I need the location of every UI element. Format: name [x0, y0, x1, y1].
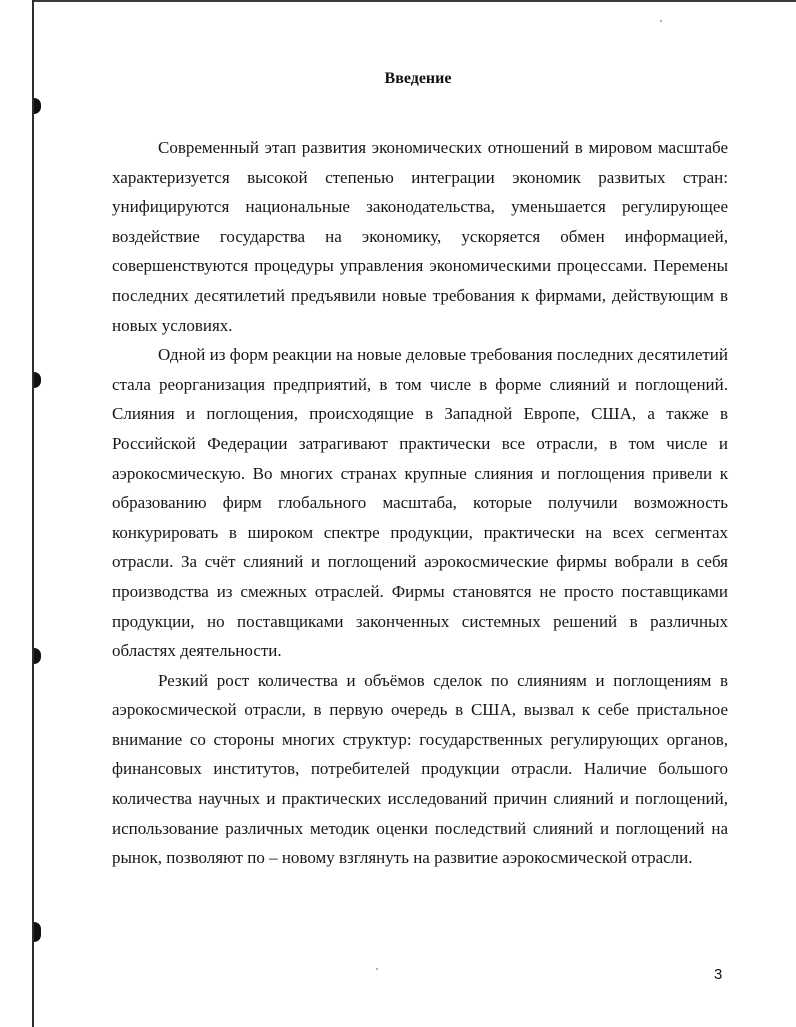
binding-hole-mark — [34, 98, 41, 114]
binding-hole-mark — [34, 648, 41, 664]
paragraph: Современный этап развития экономических отношений в мировом масштабе характеризуется высокой степенью интеграции экономик развитых стран: унифицируются национальные законодательства, уменьшается регулирующее воздействие государства на экономику, ускоряется обмен информацией, совершенствуются процедуры управления экономическими процессами. Перемены последних десятилетий предъявили новые требования к фирмами, действующим в новых условиях. — [112, 138, 728, 335]
paragraph: Резкий рост количества и объёмов сделок по слияниям и поглощениям в аэрокосмической отрасли, в первую очередь в США, вызвал к себе пристальное внимание со стороны многих структур: государственных регулирующих органов, финансовых институтов, потребителей продукции отрасли. Наличие большого количества научных и практических исследований причин слияний и поглощений, использование различных методик оценки последствий слияний и поглощений на рынок, позволяют по – новому взглянуть на развитие аэрокосмической отрасли. — [112, 670, 728, 868]
binding-hole-mark — [34, 922, 41, 942]
page-number: 3 — [714, 966, 723, 983]
top-border-line — [32, 0, 796, 2]
left-border-line — [32, 0, 34, 1027]
binding-hole-mark — [34, 372, 41, 388]
page-title: Введение — [384, 70, 452, 87]
paragraph: Одной из форм реакции на новые деловые требования последних десятилетий стала реорганизация предприятий, в том числе в форме слияний и поглощений. Слияния и поглощения, происходящие в Западной Европе, США, а также в Российской Федерации затрагивают практически все отрасли, в том числе и аэрокосмическую. Во многих странах крупные слияния и поглощения привели к образованию фирм глобального масштаба, которые получили возможность конкурировать в широком спектре продукции, практически на всех сегментах отрасли. За счёт слияний и поглощений аэрокосмические фирмы вобрали в себя производства из смежных отраслей. Фирмы становятся не просто поставщиками продукции, но поставщиками законченных системных решений в различных областях деятельности. — [112, 345, 728, 661]
scan-speck — [660, 20, 662, 22]
body-text — [112, 133, 728, 873]
scan-speck — [376, 968, 378, 970]
